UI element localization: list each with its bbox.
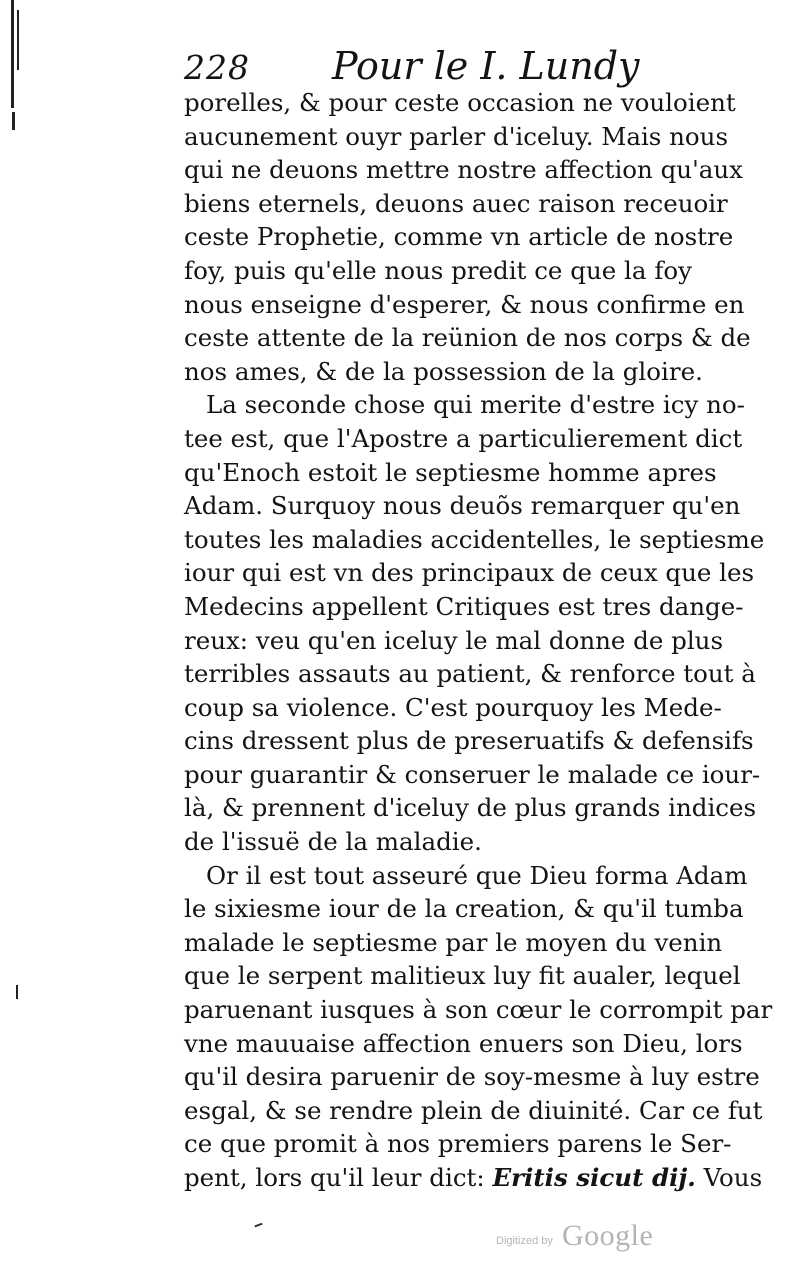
body-text (184, 86, 773, 1195)
watermark-prefix: Digitized by (496, 1235, 553, 1247)
text-line: pour guarantir & conseruer le malade ce iour- (184, 759, 761, 789)
watermark-brand: Google (562, 1219, 654, 1252)
text-line: qui ne deuons mettre nostre affection qu'aux (184, 155, 744, 185)
digitization-watermark (496, 1219, 666, 1259)
text-line: qu'Enoch estoit le septiesme homme apres (184, 457, 717, 487)
text-line: nous enseigne d'esperer, & nous confirme en (184, 289, 745, 319)
text-line: le sixiesme iour de la creation, & qu'il tumba (184, 894, 744, 924)
text-line: tee est, que l'Apostre a particulierement dict (184, 423, 743, 453)
text-line: ceste attente de la reünion de nos corps & de (184, 323, 751, 353)
left-margin-mark (12, 112, 15, 130)
text-line: nos ames, & de la possession de la gloire. (184, 356, 703, 386)
text-line: qu'il desira paruenir de soy-mesme à luy estre (184, 1062, 760, 1092)
text-line: coup sa violence. C'est pourquoy les Mede- (184, 692, 722, 722)
text-line: foy, puis qu'elle nous predit ce que la foy (184, 255, 692, 285)
text-line: Medecins appellent Critiques est tres dange- (184, 591, 744, 621)
final-line-text: pent, lors qu'il leur dict: (184, 1163, 485, 1192)
left-margin-mark (16, 985, 18, 999)
text-line: cins dressent plus de preseruatifs & defensifs (184, 726, 754, 756)
text-line: Adam. Surquoy nous deuõs remarquer qu'en (184, 491, 741, 521)
running-head: Pour le I. Lundy (332, 44, 640, 88)
text-line: de l'issuë de la maladie. (184, 827, 482, 857)
text-line: biens eternels, deuons auec raison receuoir (184, 188, 728, 218)
text-line: Or il est tout asseuré que Dieu forma Adam (206, 860, 748, 890)
text-line-final (184, 1161, 763, 1195)
text-line: reux: veu qu'en iceluy le mal donne de plus (184, 625, 724, 655)
text-line: porelles, & pour ceste occasion ne vouloient (184, 88, 736, 117)
latin-quotation: Eritis sicut dij. (492, 1163, 696, 1192)
text-line: paruenant iusques à son cœur le corrompit par (184, 995, 773, 1025)
text-line: ce que promit à nos premiers parens le Ser- (184, 1129, 732, 1159)
text-line: La seconde chose qui merite d'estre icy no- (206, 390, 745, 420)
page-header (184, 44, 704, 92)
catchword: Vous (703, 1163, 763, 1192)
text-line: toutes les maladies accidentelles, le septiesme (184, 524, 765, 554)
page-number: 228 (184, 48, 250, 87)
left-margin-mark (17, 10, 19, 70)
text-line: terribles assauts au patient, & renforce tout à (184, 659, 756, 689)
text-line: iour qui est vn des principaux de ceux que les (184, 558, 755, 588)
text-line: vne mauuaise affection enuers son Dieu, lors (184, 1028, 743, 1058)
stray-ink-mark (254, 1223, 263, 1230)
text-line: que le serpent malitieux luy fit aualer, lequel (184, 961, 741, 991)
text-line: là, & prennent d'iceluy de plus grands indices (184, 793, 757, 823)
text-line: malade le septiesme par le moyen du venin (184, 927, 723, 957)
text-line: esgal, & se rendre plein de diuinité. Car ce fut (184, 1095, 763, 1125)
text-line: ceste Prophetie, comme vn article de nostre (184, 222, 734, 252)
text-line: aucunement ouyr parler d'iceluy. Mais nous (184, 121, 729, 151)
left-margin-mark (11, 0, 14, 108)
